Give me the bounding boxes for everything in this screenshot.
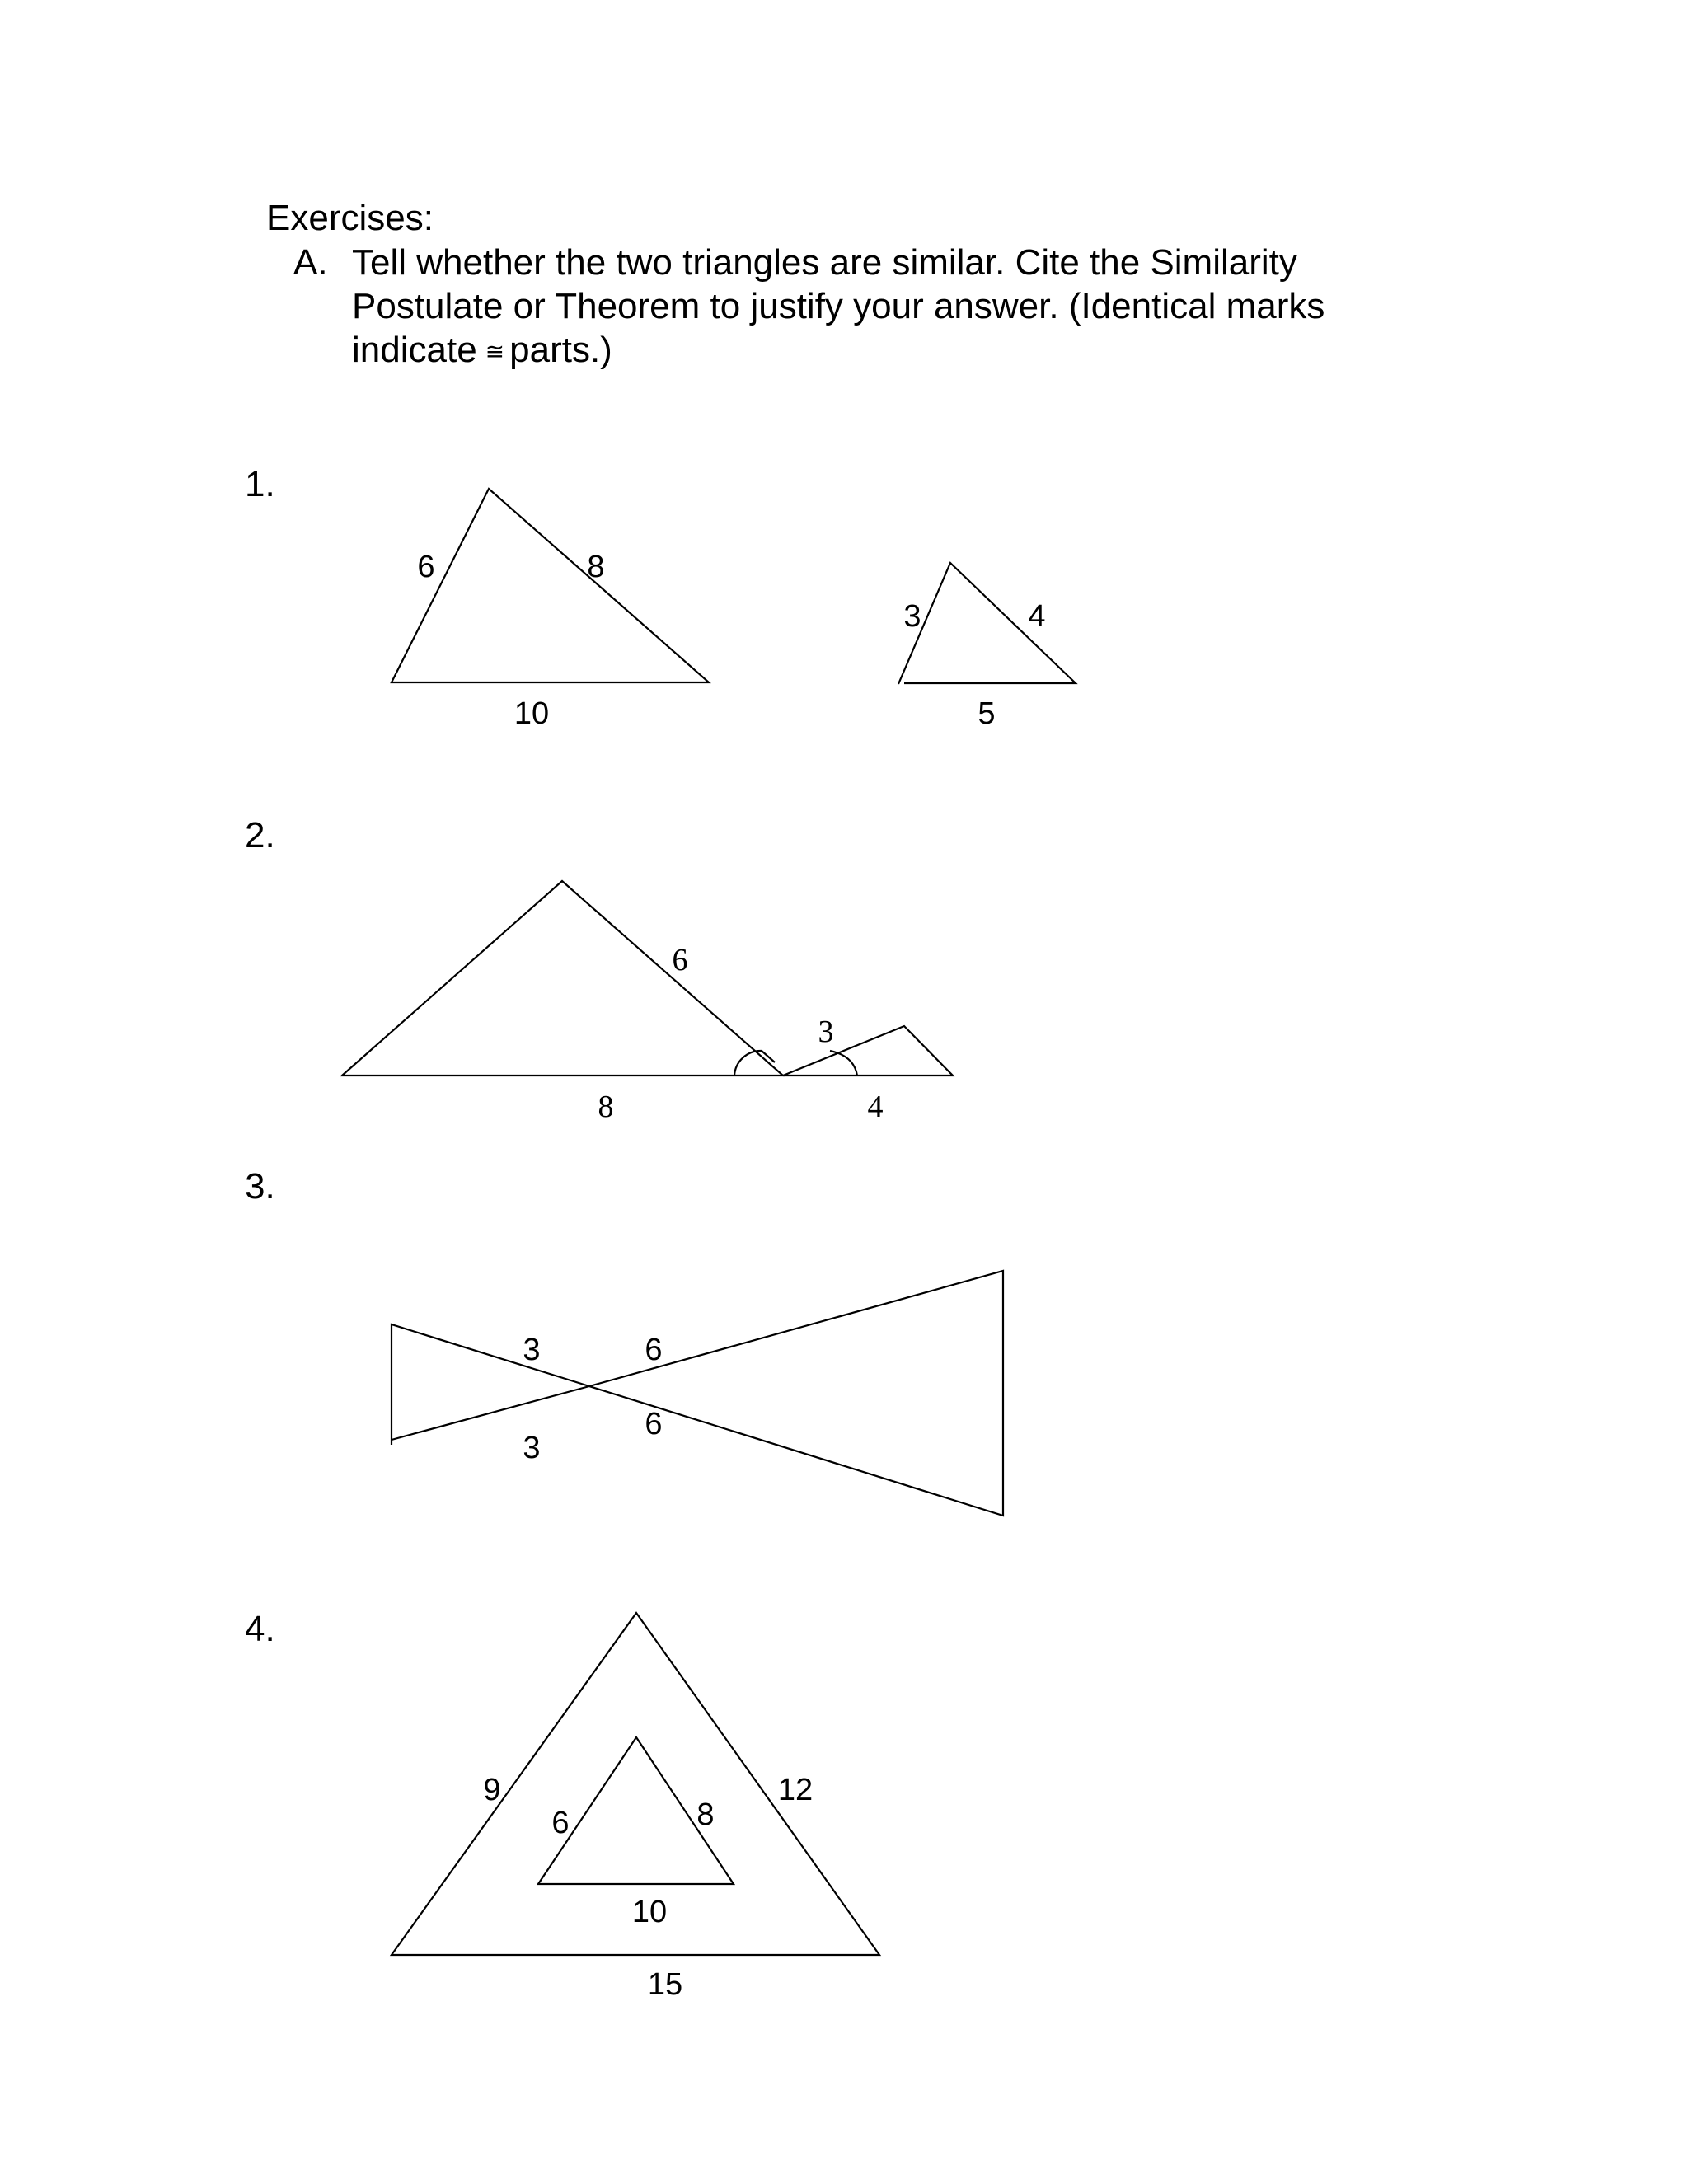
exercise-number-2: 2. bbox=[245, 815, 275, 855]
exercise-number-1: 1. bbox=[245, 464, 275, 504]
ex1-small-left-side-label: 3 bbox=[903, 599, 921, 634]
instruction-letter: A. bbox=[293, 242, 328, 283]
exercise-4-figure bbox=[392, 1613, 879, 2002]
ex1-small-base-label: 5 bbox=[978, 696, 996, 731]
exercise-number-4: 4. bbox=[245, 1609, 275, 1649]
ex1-large-right-side-label: 8 bbox=[587, 550, 605, 584]
instruction-line-3-end: parts.) bbox=[509, 330, 612, 370]
ex4-inner-base-label: 10 bbox=[631, 1895, 668, 1929]
ex1-large-base-label: 10 bbox=[513, 696, 550, 731]
ex2-large-side-label: 6 bbox=[672, 943, 688, 977]
exercise-2-figure bbox=[342, 881, 953, 1124]
instruction-line-1: Tell whether the two triangles are similar. Cite the Similarity bbox=[352, 242, 1297, 283]
ex4-outer-base-label: 15 bbox=[647, 1967, 683, 2002]
ex3-right-upper-label: 6 bbox=[645, 1333, 663, 1367]
ex2-small-base-label: 4 bbox=[867, 1090, 884, 1124]
ex3-left-upper-label: 3 bbox=[523, 1333, 541, 1367]
ex2-small-triangle bbox=[783, 1026, 953, 1076]
exercise-3-figure bbox=[392, 1271, 1003, 1516]
ex3-left-lower-label: 3 bbox=[523, 1431, 541, 1465]
ex1-large-triangle bbox=[392, 489, 709, 682]
ex4-outer-left-label: 9 bbox=[483, 1773, 501, 1807]
congruent-symbol: ≅ bbox=[485, 338, 505, 365]
ex2-large-triangle bbox=[342, 881, 783, 1076]
ex1-large-left-side-label: 6 bbox=[417, 550, 435, 584]
instruction-line-2: Postulate or Theorem to justify your answer. (Identical marks bbox=[352, 286, 1325, 326]
ex4-inner-right-label: 8 bbox=[696, 1797, 715, 1832]
exercise-number-3: 3. bbox=[245, 1166, 275, 1207]
ex4-inner-left-label: 6 bbox=[551, 1806, 570, 1840]
instruction-line-3-start: indicate bbox=[352, 330, 477, 370]
exercises-heading: Exercises: bbox=[266, 198, 434, 238]
ex3-left-triangle bbox=[392, 1324, 589, 1445]
ex1-small-triangle bbox=[898, 563, 1076, 684]
ex1-small-right-side-label: 4 bbox=[1028, 599, 1046, 634]
ex4-outer-right-label: 12 bbox=[777, 1773, 814, 1807]
ex2-small-side-label: 3 bbox=[818, 1015, 834, 1049]
ex3-right-triangle bbox=[589, 1271, 1003, 1516]
ex3-right-lower-label: 6 bbox=[645, 1407, 663, 1441]
exercise-1-figure bbox=[392, 489, 1076, 731]
ex2-large-base-label: 8 bbox=[598, 1090, 614, 1124]
ex3-lower-left-segment bbox=[392, 1386, 589, 1440]
